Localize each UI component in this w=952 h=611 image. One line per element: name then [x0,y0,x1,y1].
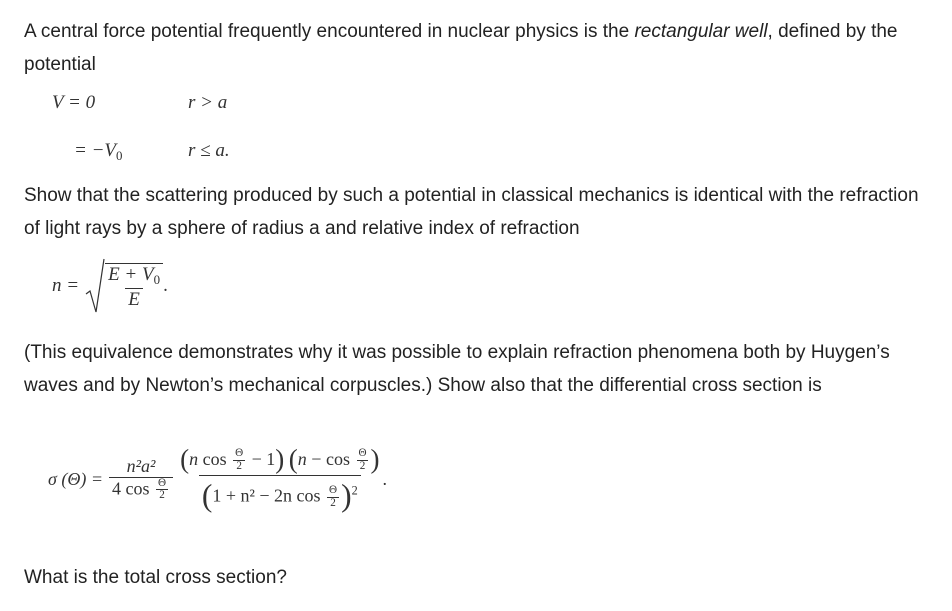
intro-paragraph [24,15,939,81]
rd-two: 2 [327,497,339,510]
potential-line-1-condition: r > a [188,92,228,113]
rd-theta: Θ [329,484,338,496]
cross-section-left-denominator [109,477,173,502]
index-numerator-sub: 0 [153,272,161,288]
rn-theta2: Θ [358,447,367,460]
rn-minus-one: − 1 [251,448,276,469]
index-numerator-text: E + V [108,264,154,286]
left-den-two: 2 [156,489,168,502]
sqrt-sign-icon [85,258,105,314]
potential-line-2-condition: r ≤ a. [188,140,230,161]
potential-line-2-sub: 0 [116,147,123,163]
question-1-paragraph [24,179,939,245]
rn-cos2: cos [325,448,350,469]
left-den-half-theta [155,478,169,502]
question-1-text-2: and relative index of refraction [319,218,580,239]
rn-half-theta-1 [232,448,246,472]
cross-section-formula [48,444,387,514]
question-1-text-1: Show that the scattering produced by such a potential in classical mechanics is identical with the refraction of light rays by a sphere of radius [24,185,919,239]
rn-two1: 2 [233,460,245,473]
index-trail: . [163,275,168,296]
cross-section-right-denominator: (1 + n² − 2n cos $\frac{\Theta}{2}$ )$^2$ [199,475,361,514]
rn-two2: 2 [357,460,369,473]
cross-section-left-fraction [109,456,173,502]
final-question: What is the total cross section? [24,567,287,588]
index-formula [52,258,168,314]
intro-text-2: , defined by the potential [24,21,898,75]
rn-minus: − [311,448,322,469]
potential-line-2-expr: = −V [74,140,116,161]
rd-exponent: 2 [351,483,358,498]
rd-half-theta [326,485,340,509]
potential-line-2-lhs [74,140,122,164]
rn-cos1: cos [202,448,227,469]
cross-section-trail: . [382,468,388,489]
cross-section-right-numerator: (n cos $\frac{\Theta}{2}$ − 1) (n − cos $\frac{\Theta}{2}$ ) [180,444,380,474]
index-numerator [105,264,163,288]
left-den-theta: Θ [158,476,167,489]
rn-theta1: Θ [235,447,244,460]
equivalence-paragraph: (This equivalence demonstrates why it was possible to explain refraction phenomena both by Huygen’s waves and by Newton’s mechanical corpuscles.) Show also that the differential cross section is [24,342,890,396]
rd-expr: 1 + n² − 2n cos [212,485,321,506]
cross-section-left-numerator: n²a² [126,456,156,477]
index-lhs: n = [52,275,80,296]
cross-section-lhs: σ (Θ) = [48,468,104,489]
question-1-var: a [309,218,320,239]
rn-n2: n [297,448,307,469]
intro-emphasis: rectangular well [634,21,768,42]
cross-section-right-fraction [177,444,382,514]
rn-n1: n [189,448,199,469]
potential-line-1-lhs: V = 0 [52,92,96,113]
rn-half-theta-2 [355,448,369,472]
intro-text-1: A central force potential frequently encountered in nuclear physics is the [24,21,635,42]
index-fraction [105,263,163,311]
left-den-cos: 4 cos [112,478,150,499]
index-denominator: E [125,288,143,311]
